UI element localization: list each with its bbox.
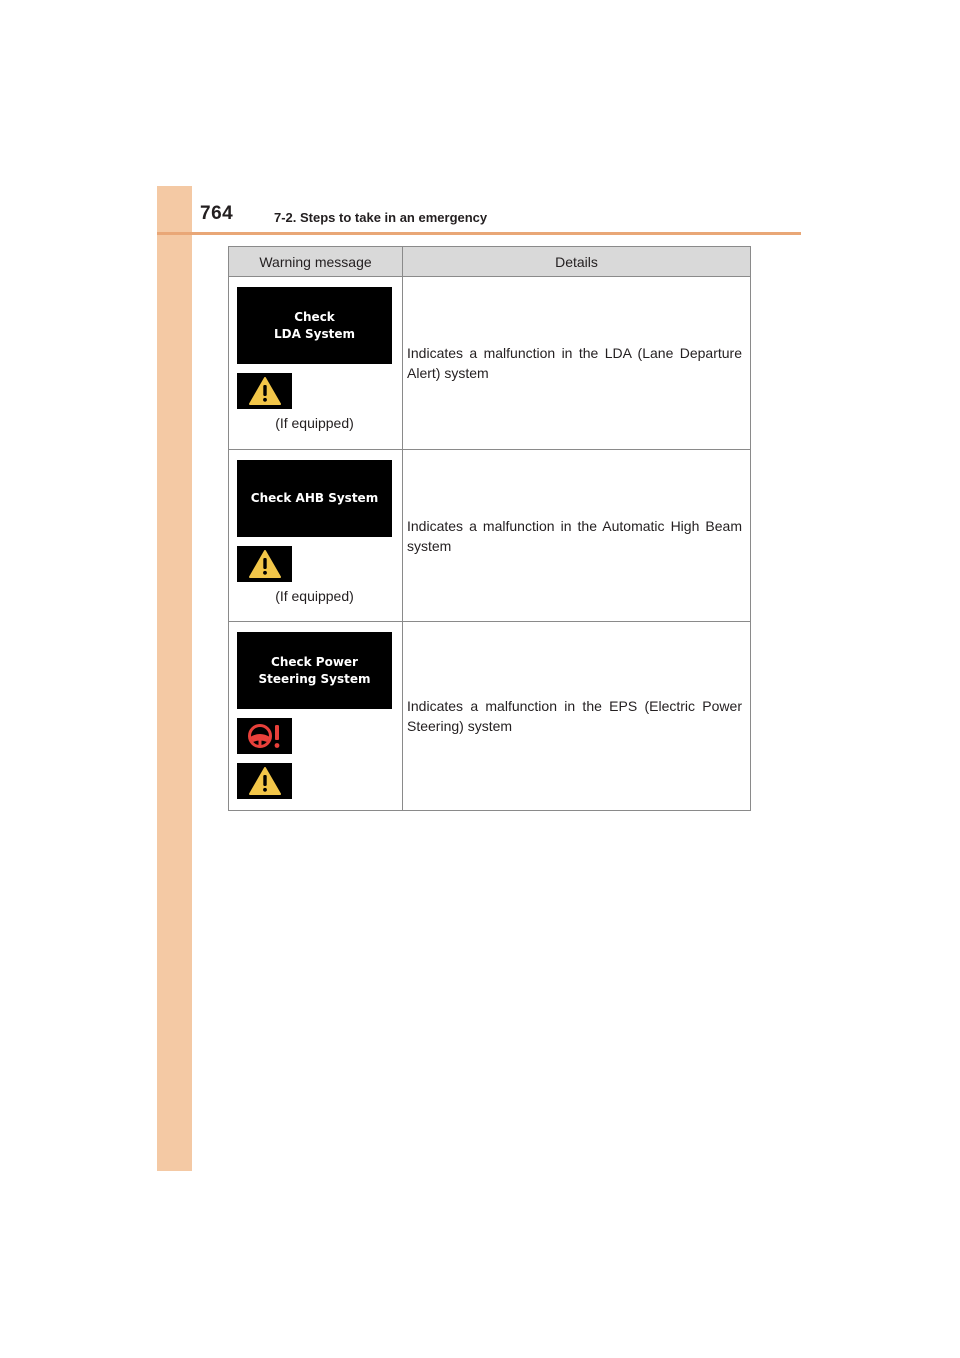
- page-number: 764: [200, 203, 234, 224]
- steering-warning-icon: [237, 718, 292, 754]
- warning-triangle-icon: [237, 763, 292, 799]
- table-row: [229, 277, 751, 450]
- table-row: [229, 450, 751, 622]
- eps-display-message: Check Power Steering System: [237, 632, 392, 709]
- details-cell: Indicates a malfunction in the LDA (Lane Departure Alert) system: [403, 277, 751, 450]
- column-header-warning-message: Warning message: [229, 247, 403, 277]
- table-header-row: [229, 247, 751, 277]
- if-equipped-note: (If equipped): [275, 415, 354, 431]
- warning-message-table: [228, 246, 751, 811]
- section-title: 7-2. Steps to take in an emergency: [274, 210, 488, 225]
- warning-message-cell: [229, 450, 403, 622]
- warning-triangle-icon: [237, 546, 292, 582]
- warning-triangle-icon: [237, 373, 292, 409]
- details-cell: Indicates a malfunction in the EPS (Electric Power Steering) system: [403, 622, 751, 811]
- details-cell: Indicates a malfunction in the Automatic High Beam system: [403, 450, 751, 622]
- warning-message-cell: [229, 622, 403, 811]
- ahb-display-message: Check AHB System: [237, 460, 392, 537]
- lda-display-message: Check LDA System: [237, 287, 392, 364]
- table-row: [229, 622, 751, 811]
- if-equipped-note: (If equipped): [275, 588, 354, 604]
- side-band: [157, 186, 192, 1171]
- header-rule: [157, 232, 801, 235]
- warning-message-cell: [229, 277, 403, 450]
- column-header-details: Details: [403, 247, 751, 277]
